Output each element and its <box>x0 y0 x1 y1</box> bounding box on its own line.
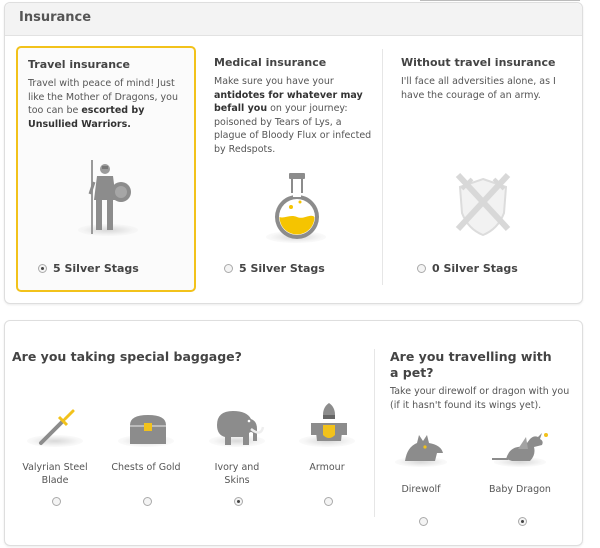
option-description: Travel with peace of mind! Just like the Mother of Dragons, you too can be escorted by Unsullied Warriors. <box>28 78 178 130</box>
baby-dragon-icon <box>490 429 554 469</box>
insurance-title: Insurance <box>19 10 92 25</box>
baggage-checkbox[interactable] <box>324 497 333 506</box>
insurance-radio[interactable] <box>224 264 233 273</box>
insurance-option-medical[interactable] <box>204 46 380 288</box>
baggage-item-chest[interactable] <box>106 401 186 521</box>
insurance-option-travel[interactable] <box>16 46 196 292</box>
option-description: I'll face all adversities alone, as I have the courage of an army. <box>401 76 556 101</box>
option-title: Without travel insurance <box>401 56 556 69</box>
pet-radio[interactable] <box>518 517 527 526</box>
pet-radio[interactable] <box>419 517 428 526</box>
insurance-option-none[interactable] <box>391 46 571 288</box>
baggage-panel <box>4 320 583 546</box>
baggage-separator <box>374 349 375 517</box>
pet-item-baby-dragon[interactable] <box>480 423 560 533</box>
baggage-label: Valyrian Steel Blade <box>22 462 88 486</box>
pet-item-direwolf[interactable] <box>381 423 461 533</box>
insurance-radio[interactable] <box>417 264 426 273</box>
insurance-separator <box>382 49 383 285</box>
insurance-panel <box>4 2 583 304</box>
armour-icon <box>309 401 349 449</box>
baggage-label: Chests of Gold <box>111 462 181 473</box>
baggage-item-ivory[interactable] <box>197 401 277 521</box>
baggage-checkbox[interactable] <box>52 497 61 506</box>
mammoth-icon <box>211 407 267 449</box>
pet-label: Direwolf <box>401 484 441 495</box>
knight-icon <box>80 156 140 236</box>
option-title: Travel insurance <box>28 58 131 71</box>
price-label[interactable]: 5 Silver Stags <box>38 262 139 275</box>
insurance-radio[interactable] <box>38 264 47 273</box>
price-label[interactable]: 0 Silver Stags <box>417 262 518 275</box>
baggage-label: Ivory and Skins <box>214 462 260 486</box>
baggage-checkbox[interactable] <box>234 497 243 506</box>
insurance-header <box>5 3 582 36</box>
sword-icon <box>35 405 79 449</box>
baggage-label: Armour <box>309 462 345 473</box>
potion-flask-icon <box>270 171 324 243</box>
treasure-chest-icon <box>126 413 170 447</box>
baggage-item-armour[interactable] <box>287 401 367 521</box>
baggage-item-sword[interactable] <box>15 401 95 521</box>
pet-title: Are you travelling with a pet? <box>390 349 552 380</box>
option-description: Make sure you have your antidotes for whatever may befall you on your journey: poisoned by Tears of Lys, a plague of Bloody Flux or infected by Redspots. <box>214 76 372 155</box>
top-divider <box>420 0 580 1</box>
option-title: Medical insurance <box>214 56 327 69</box>
direwolf-icon <box>401 431 445 467</box>
crossed-swords-shield-icon <box>448 169 518 239</box>
pet-description: Take your direwolf or dragon with you (if it hasn't found its wings yet). <box>390 386 570 411</box>
baggage-checkbox[interactable] <box>143 497 152 506</box>
price-label[interactable]: 5 Silver Stags <box>224 262 325 275</box>
baggage-title: Are you taking special baggage? <box>12 349 242 364</box>
pet-label: Baby Dragon <box>489 484 551 495</box>
